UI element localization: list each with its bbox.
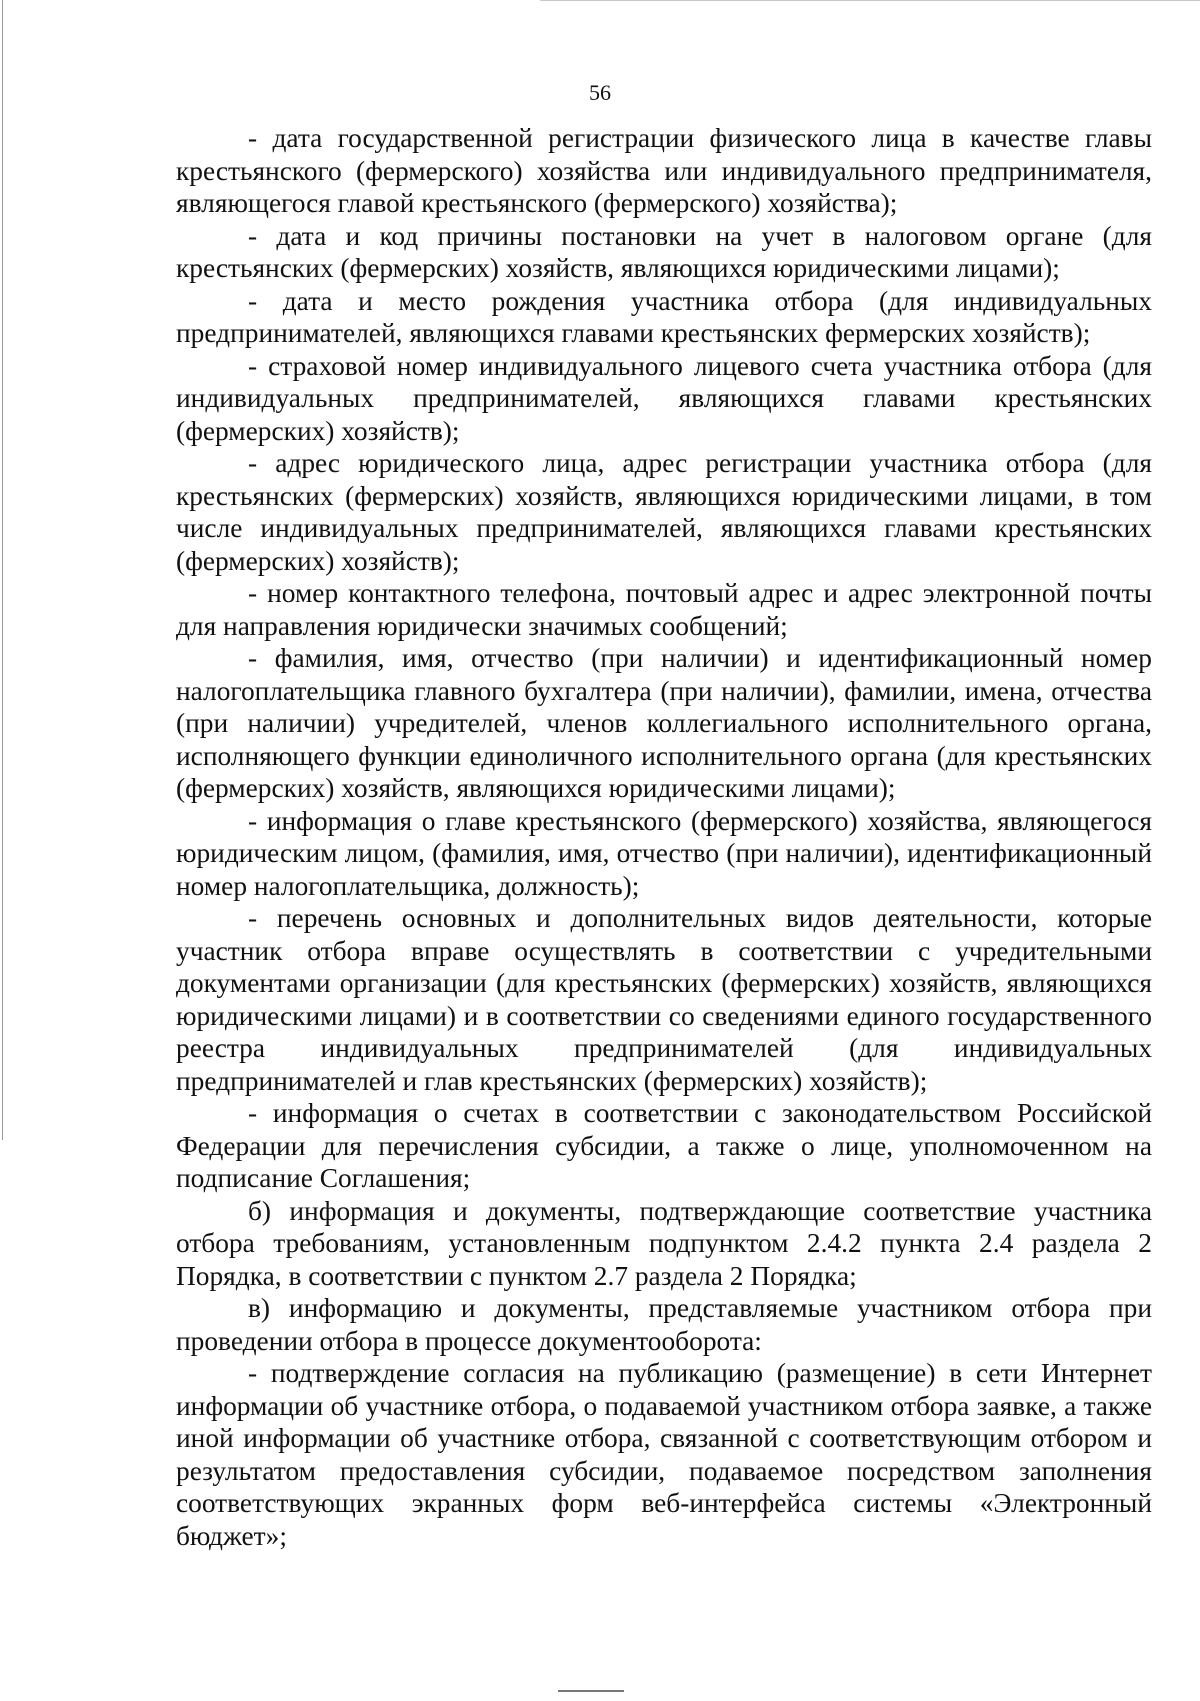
paragraph-publication-consent: - подтверждение согласия на публикацию (размещение) в сети Интернет информации об участнике отбора, о подаваемой участником отбора заявке, а также иной информации об участнике отбора, связанной с соответствующим отбором и результатом предоставления субсидии, подаваемое посредством заполнения соответствующих экранных форм веб-интерфейса системы «Электронный бюджет»; xyxy=(176,1358,1152,1551)
paragraph-chief-accountant: - фамилия, имя, отчество (при наличии) и идентификационный номер налогоплательщика главного бухгалтера (при наличии), фамилии, имена, отчества (при наличии) учредителей, членов коллегиального исполнительного органа, исполняющего функции единоличного исполнительного органа (для крестьянских (фермерских) хозяйств, являющихся юридическими лицами); xyxy=(176,643,1152,803)
scan-edge-top xyxy=(540,0,1200,1)
paragraph-birth-date-place: - дата и место рождения участника отбора (для индивидуальных предпринимателей, являющихся главами крестьянских фермерских хозяйств); xyxy=(176,285,1152,348)
paragraph-legal-address: - адрес юридического лица, адрес регистрации участника отбора (для крестьянских (фермерских) хозяйств, являющихся юридическими лицами, в том числе индивидуальных предпринимателей, являющихся главами крестьянских (фермерских) хозяйств); xyxy=(176,448,1152,576)
document-body xyxy=(176,122,1152,1552)
paragraph-activity-types: - перечень основных и дополнительных видов деятельности, которые участник отбора вправе осуществлять в соответствии с учредительными документами организации (для крестьянских (фермерских) хозяйств, являющихся юридическими лицами) и в соответствии со сведениями единого государственного реестра индивидуальных предпринимателей (для индивидуальных предпринимателей и глав крестьянских (фермерских) хозяйств); xyxy=(176,903,1152,1096)
paragraph-item-b: б) информация и документы, подтверждающие соответствие участника отбора требованиям, установленным подпунктом 2.4.2 пункта 2.4 раздела 2 Порядка, в соответствии с пунктом 2.7 раздела 2 Порядка; xyxy=(176,1195,1152,1291)
scan-edge-left xyxy=(2,0,3,1140)
paragraph-item-v: в) информацию и документы, представляемые участником отбора при проведении отбора в процессе документооборота: xyxy=(176,1293,1152,1356)
paragraph-insurance-number: - страховой номер индивидуального лицевого счета участника отбора (для индивидуальных предпринимателей, являющихся главами крестьянских (фермерских) хозяйств); xyxy=(176,350,1152,446)
paragraph-farm-head-info: - информация о главе крестьянского (фермерского) хозяйства, являющегося юридическим лицом, (фамилия, имя, отчество (при наличии), идентификационный номер налогоплательщика, должность); xyxy=(176,805,1152,901)
page-number: 56 xyxy=(589,80,611,105)
paragraph-registration-date: - дата государственной регистрации физического лица в качестве главы крестьянского (фермерского) хозяйства или индивидуального предпринимателя, являющегося главой крестьянского (фермерского) хозяйства); xyxy=(176,123,1152,218)
paragraph-tax-registration: - дата и код причины постановки на учет в налоговом органе (для крестьянских (фермерских) хозяйств, являющихся юридическими лицами); xyxy=(176,220,1152,283)
paragraph-bank-accounts: - информация о счетах в соответствии с законодательством Российской Федерации для перечисления субсидии, а также о лице, уполномоченном на подписание Соглашения; xyxy=(176,1098,1152,1193)
scan-mark-bottom xyxy=(558,1690,624,1692)
paragraph-contact-info: - номер контактного телефона, почтовый адрес и адрес электронной почты для направления юридически значимых сообщений; xyxy=(176,578,1152,641)
